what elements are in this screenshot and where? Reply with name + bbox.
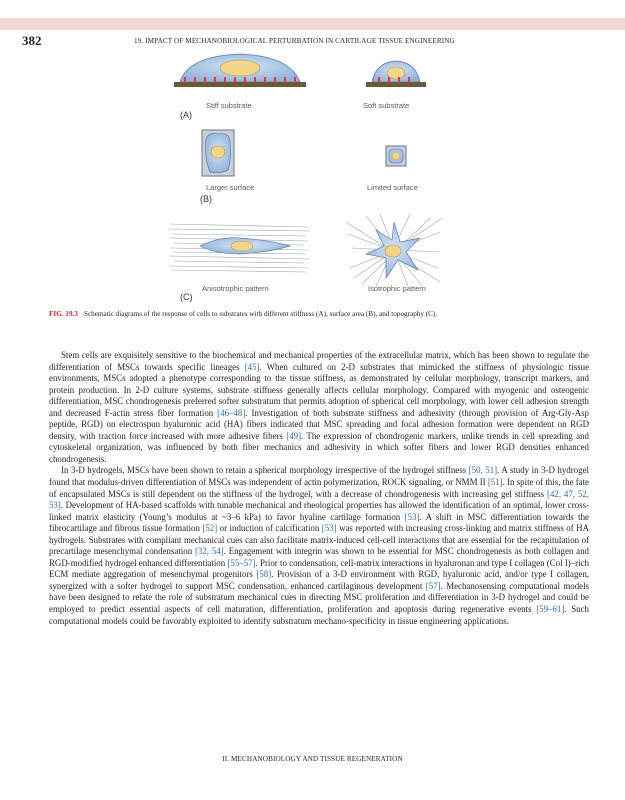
text-run: or induction of calcification <box>217 523 322 534</box>
text-run: . Mechanosensing computational models have been designed to relate the role of substratum mechanical cues in directing MSC proliferation and differentiation in 3-D hydrogel and could be employed to predict essential aspects of cell maturation, differentiation, proliferation and apoptosis during regenerative events <box>49 580 589 615</box>
text-run: . A study in 3-D hydrogel found that modulus-driven differentiation of MSCs was independent of actin polymerization, ROCK signaling, or NMM II <box>49 465 589 488</box>
label-stiff-substrate: Stiff substrate <box>206 101 252 110</box>
text-run: . Provision of a 3-D environment with RGD, hyaluronic acid, and/or type I collagen, synergized with a softer hydrogel to support MSC condensation, enhanced cartilaginous development <box>49 569 589 591</box>
panel-label-b: (B) <box>200 194 212 204</box>
text-run: . When cultured on 2-D substrates that mimicked the stiffness of physiologic tissue environments, MSCs adopted a phenotype corresponding to the tissue stiffness, as demonstrated by cellular morphology, transcript markers, and protein production. In 2-D culture systems, substrate stiffness generally affects cellular morphology. Compared with myogenic and osteogenic differentiation, MSC chondrogenesis preferred softer substratum that permits adoption of spherical cell morphology, with lower cell adhesion strength and decreased F-actin stress fiber formation <box>49 361 590 418</box>
citation-link[interactable]: [32, 54] <box>194 546 224 557</box>
figure-schematic <box>140 46 500 306</box>
citation-link[interactable]: [42, 47, 52, 53] <box>49 488 589 511</box>
body-text <box>49 350 589 627</box>
text-run: . Development of HA-based scaffolds with tunable mechanical and rheological properties has allowed the identification of an optimal, lower cross-linked matrix elasticity (Young’s modulus at ~3–6 kPa) to favor hyaline cartilage formation <box>49 500 589 522</box>
text-run: . Investigation of both substrate stiffness and adhesivity (through provision of Arg-Gly-Asp peptide, RGD) on electrospun hyaluronic acid (HA) fibers indicated that MSC spreading and focal adhesion formation were dependent on RGD density, with traction force increased with more adhesive fibers <box>49 407 589 441</box>
stiff-substrate-diagram <box>174 54 306 87</box>
citation-link[interactable]: [50, 51] <box>468 465 498 476</box>
paragraph-2 <box>49 465 589 627</box>
citation-link[interactable]: [57] <box>425 580 441 591</box>
citation-link[interactable]: [58] <box>256 569 272 580</box>
page-number: 382 <box>22 33 42 48</box>
citation-link[interactable]: [59–61] <box>536 604 565 615</box>
label-isotropic-pattern: Isotrophic pattern <box>368 284 426 293</box>
label-larger-surface: Larger surface <box>206 183 255 192</box>
citation-link[interactable]: [52] <box>202 523 218 534</box>
citation-link[interactable]: [53] <box>321 523 337 534</box>
citation-link[interactable]: [51] <box>487 477 503 488</box>
figure-caption <box>49 310 589 319</box>
elongated-nucleus <box>231 241 253 251</box>
soft-substrate-diagram <box>366 61 426 87</box>
label-limited-surface: Limited surface <box>367 183 418 192</box>
text-run: . Engagement with integrin was shown to be essential for MSC chondrogenesis as both collagen and RGD-modified hydrogel enhanced differentiation <box>49 546 589 568</box>
text-run: Stem cells are exquisitely sensitive to the biochemical and mechanical properties of the extracellular matrix, which has been shown to regulate the differentiation of MSCs towards specific lineages <box>49 350 589 372</box>
citation-link[interactable]: [45] <box>244 361 260 372</box>
citation-link[interactable]: [46–48] <box>217 407 246 418</box>
text-run: . The expression of chondrogenic markers, unlike trends in cell spreading and cytoskeletal organization, was influenced by both fiber mechanics and adhesivity in which softer fibers and lower RGD densities enhanced chondrogenesis. <box>49 430 589 464</box>
label-anisotropic-pattern: Anisotrophic pattern <box>202 284 269 293</box>
limited-surface-diagram <box>386 146 406 166</box>
larger-surface-diagram <box>202 130 234 176</box>
footer-section-title: II. MECHANOBIOLOGY AND TISSUE REGENERATION <box>222 755 403 763</box>
text-run: . In spite of this, the fate of encapsulated MSCs is still dependent on the stiffness of the hydrogel, with a decrease of chondrogenesis with increasing gel stiffness <box>49 477 589 499</box>
header-band <box>0 18 625 30</box>
citation-link[interactable]: [49] <box>286 430 302 441</box>
text-run: . Such computational models could be favorably exploited to identify substratum mechano-specificity in tissue engineering applications. <box>49 604 589 626</box>
text-run: . A shift in MSC differentiation towards the fibrocartilage and fibrous tissue formation <box>49 511 589 534</box>
panel-label-a: (A) <box>180 110 192 120</box>
running-head: 19. IMPACT OF MECHANOBIOLOGICAL PERTURBATION IN CARTILAGE TISSUE ENGINEERING <box>134 37 455 45</box>
caption-figure-label: FIG. 19.3 <box>49 310 78 318</box>
figure-19-3 <box>140 46 500 306</box>
caption-text: Schematic diagrams of the response of cells to substrates with different stiffness (A), surface area (B), and topography (C). <box>83 310 438 318</box>
citation-link[interactable]: [53] <box>404 511 420 522</box>
text-run: was reported with increasing cross-linking and matrix stiffness of HA hydrogels. Substrates with compliant mechanical cues can also facilitate matrix-induced cell-cell interactions that are essential for the recapitulation of precartilage mesenchymal condensation <box>49 523 589 557</box>
panel-label-c: (C) <box>180 292 193 302</box>
citation-link[interactable]: [55–57] <box>227 557 256 568</box>
star-nucleus <box>385 245 401 257</box>
paragraph-1 <box>49 350 589 465</box>
text-run: . Prior to condensation, cell-matrix interactions in hyaluronan and type I collagen (Col I)–rich ECM mediate aggregation of mesenchymal progenitors <box>49 557 589 580</box>
label-soft-substrate: Soft substrate <box>363 101 410 110</box>
text-run: In 3-D hydrogels, MSCs have been shown to retain a spherical morphology irrespective of the hydrogel stiffness <box>61 465 469 476</box>
